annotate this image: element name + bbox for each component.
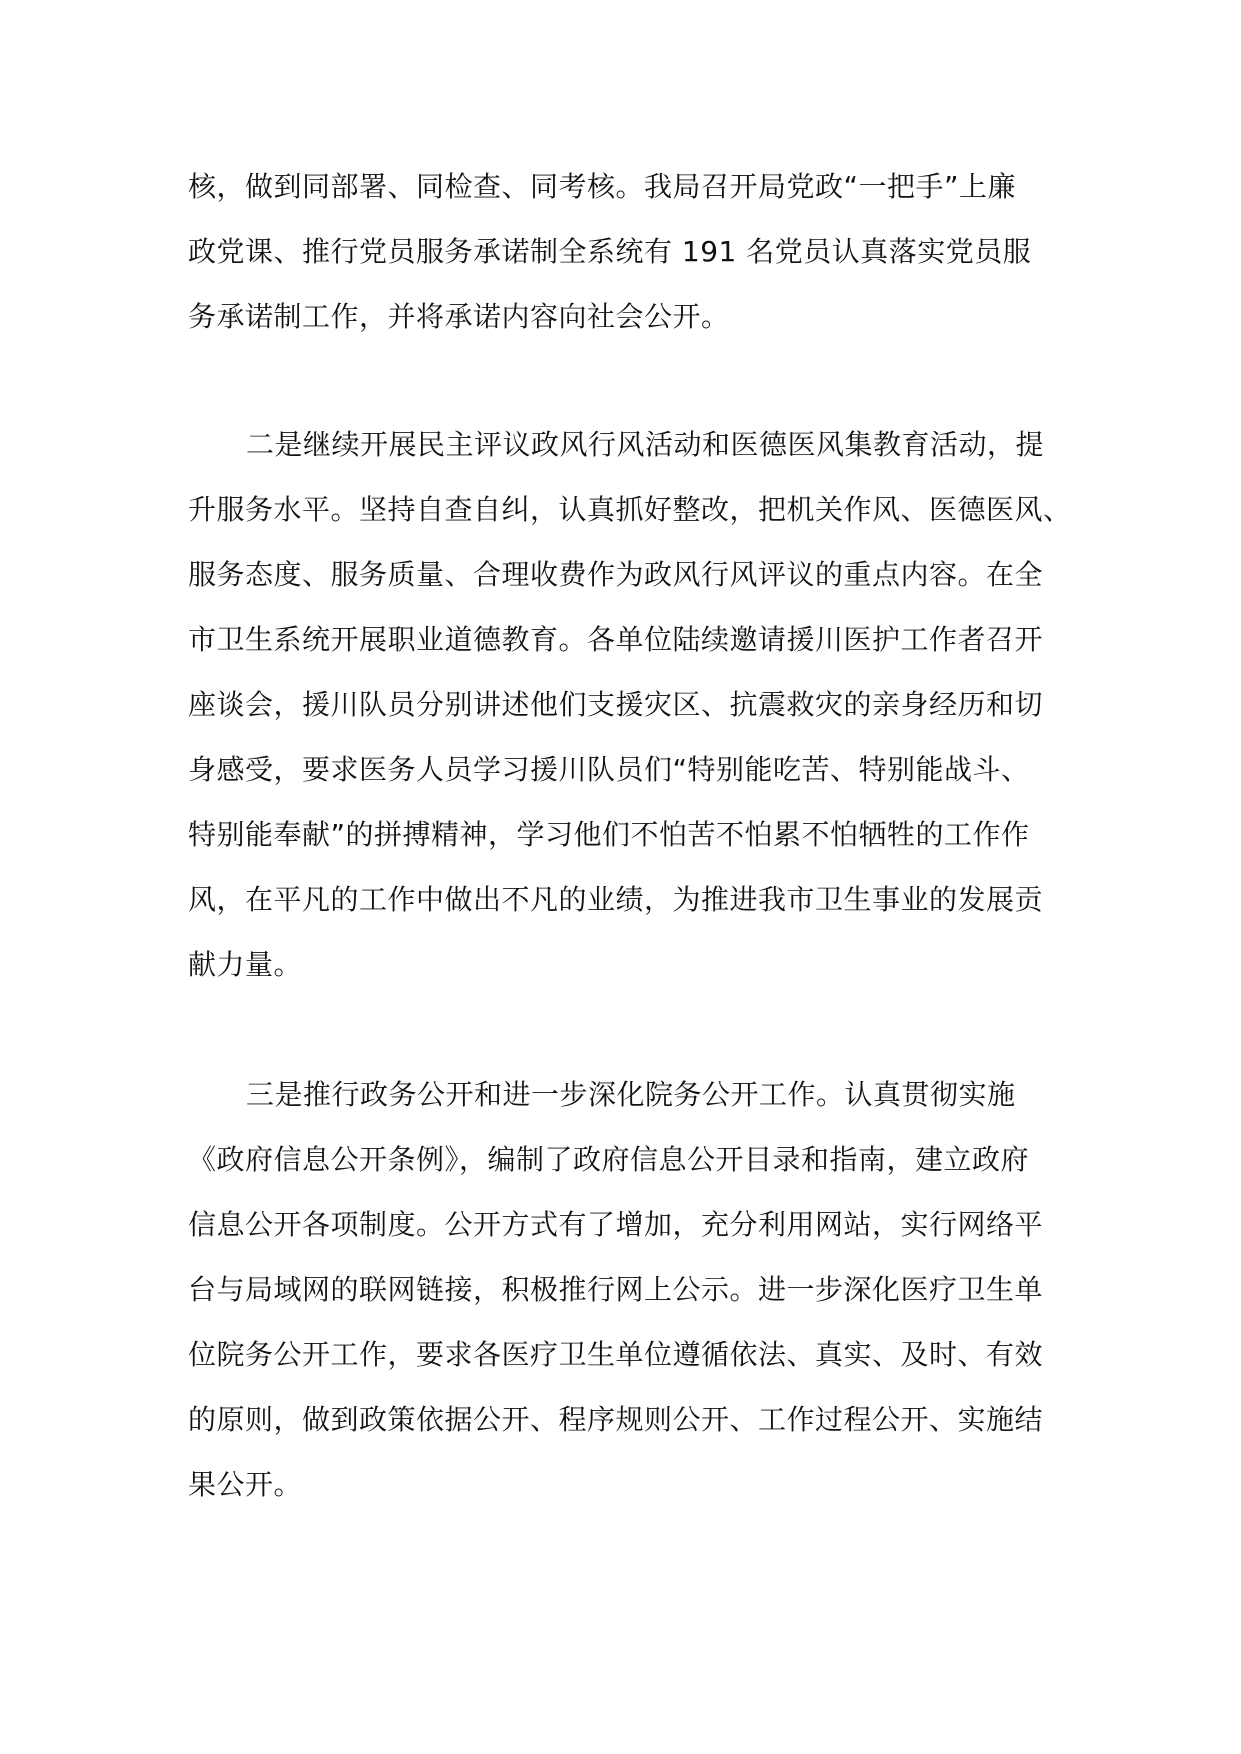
paragraph-line: 果公开。 <box>188 1468 303 1501</box>
paragraph-line: 台与局域网的联网链接，积极推行网上公示。进一步深化医疗卫生单 <box>188 1273 1044 1306</box>
paragraph-line: 风，在平凡的工作中做出不凡的业绩，为推进我市卫生事业的发展贡 <box>188 883 1044 916</box>
paragraph-line: 特别能奉献”的拼搏精神，学习他们不怕苦不怕累不怕牺牲的工作作 <box>188 818 1030 851</box>
paragraph-line: 身感受，要求医务人员学习援川队员们“特别能吃苦、特别能战斗、 <box>188 753 1030 786</box>
paragraph-line: 献力量。 <box>188 948 303 981</box>
paragraph-line: 《政府信息公开条例》，编制了政府信息公开目录和指南，建立政府 <box>188 1143 1030 1176</box>
paragraph-line: 政党课、推行党员服务承诺制全系统有 191 名党员认真落实党员服 <box>188 235 1032 268</box>
paragraph-line: 的原则，做到政策依据公开、程序规则公开、工作过程公开、实施结 <box>188 1403 1044 1436</box>
paragraph-line: 信息公开各项制度。公开方式有了增加，充分利用网站，实行网络平 <box>188 1208 1044 1241</box>
paragraph-line: 服务态度、服务质量、合理收费作为政风行风评议的重点内容。在全 <box>188 558 1044 591</box>
paragraph-line: 市卫生系统开展职业道德教育。各单位陆续邀请援川医护工作者召开 <box>188 623 1044 656</box>
paragraph-line: 核，做到同部署、同检查、同考核。我局召开局党政“一把手”上廉 <box>188 170 1017 203</box>
paragraph-continuation <box>188 154 1078 349</box>
paragraph-second-point <box>188 412 1078 997</box>
paragraph-line: 升服务水平。坚持自查自纠，认真抓好整改，把机关作风、医德医风、 <box>188 493 1072 526</box>
paragraph-line: 座谈会，援川队员分别讲述他们支援灾区、抗震救灾的亲身经历和切 <box>188 688 1044 721</box>
paragraph-line: 位院务公开工作，要求各医疗卫生单位遵循依法、真实、及时、有效 <box>188 1338 1044 1371</box>
paragraph-line: 三是推行政务公开和进一步深化院务公开工作。认真贯彻实施 <box>246 1078 1016 1111</box>
paragraph-line: 二是继续开展民主评议政风行风活动和医德医风集教育活动，提 <box>246 428 1045 461</box>
paragraph-third-point <box>188 1062 1078 1517</box>
paragraph-line: 务承诺制工作，并将承诺内容向社会公开。 <box>188 300 730 333</box>
